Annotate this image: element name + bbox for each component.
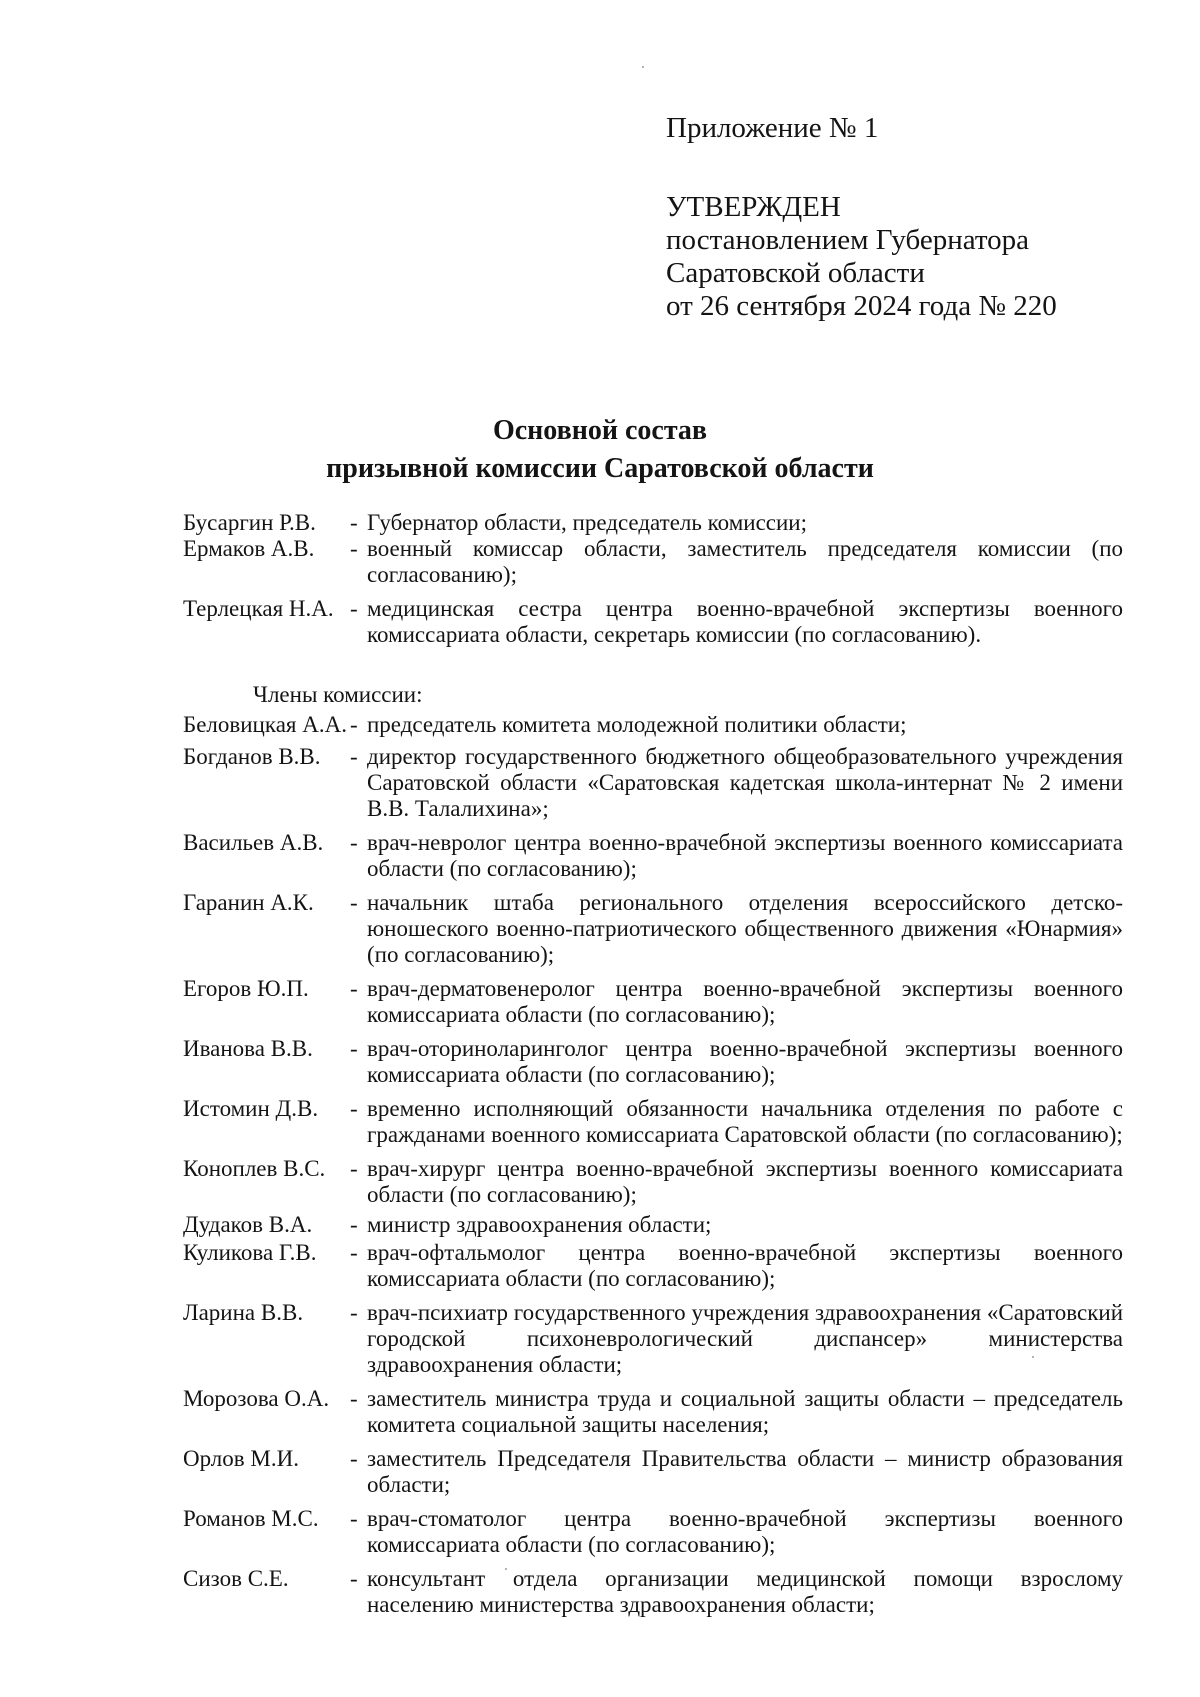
dash-separator: - <box>350 976 358 1001</box>
member-position: врач-хирург центра военно-врачебной экспертизы военного комиссариата области (по согласованию); <box>367 1156 1123 1207</box>
member-name: Коноплев В.С. <box>183 1156 326 1181</box>
member-row <box>183 536 1123 588</box>
dash-separator: - <box>350 1240 358 1265</box>
dash-separator: - <box>350 1096 358 1121</box>
member-position: врач-дерматовенеролог центра военно-врачебной экспертизы военного комиссариата области (по согласованию); <box>367 976 1123 1027</box>
members-section <box>183 712 1123 1618</box>
member-row <box>183 712 1123 738</box>
member-name: Морозова О.А. <box>183 1386 330 1411</box>
member-position: Губернатор области, председатель комиссии; <box>367 510 807 535</box>
approved-date-line: от 26 сентября 2024 года № 220 <box>666 290 1057 322</box>
member-row <box>183 1506 1123 1558</box>
member-row <box>183 1386 1123 1438</box>
dash-separator: - <box>350 1300 358 1325</box>
scan-speck <box>642 66 644 68</box>
member-row <box>183 976 1123 1028</box>
member-position: министр здравоохранения области; <box>367 1212 712 1237</box>
dash-separator: - <box>350 536 358 561</box>
member-name: Истомин Д.В. <box>183 1096 319 1121</box>
member-row <box>183 1096 1123 1148</box>
approval-block <box>666 112 1057 323</box>
approved-by-line: постановлением Губернатора <box>666 224 1030 256</box>
dash-separator: - <box>350 1156 358 1181</box>
member-name: Гаранин А.К. <box>183 890 314 915</box>
title-line-2: призывной комиссии Саратовской области <box>326 453 874 484</box>
member-row <box>183 1446 1123 1498</box>
dash-separator: - <box>350 712 358 737</box>
member-row <box>183 890 1123 968</box>
dash-separator: - <box>350 1566 358 1591</box>
member-position: директор государственного бюджетного общеобразовательного учреждения Саратовской области «Саратовская кадетская школа-интернат № 2 имени В.В. Талалихина»; <box>367 744 1123 821</box>
member-name: Беловицкая А.А. <box>183 712 347 737</box>
member-name: Дудаков В.А. <box>183 1212 313 1237</box>
member-position: врач-оториноларинголог центра военно-врачебной экспертизы военного комиссариата области (по согласованию); <box>367 1036 1123 1087</box>
member-name: Терлецкая Н.А. <box>183 596 334 621</box>
annex-number: Приложение № 1 <box>666 112 879 144</box>
member-position: заместитель министра труда и социальной защиты области – председатель комитета социальной защиты населения; <box>367 1386 1123 1437</box>
dash-separator: - <box>350 1506 358 1531</box>
member-name: Бусаргин Р.В. <box>183 510 316 535</box>
title-line-1: Основной состав <box>492 415 708 446</box>
members-label: Члены комиссии: <box>253 682 423 707</box>
member-name: Романов М.С. <box>183 1506 319 1531</box>
dash-separator: - <box>350 744 358 769</box>
member-row <box>183 1240 1123 1292</box>
member-row <box>183 596 1123 648</box>
member-name: Куликова Г.В. <box>183 1240 317 1265</box>
document-title <box>0 412 1200 488</box>
member-row <box>183 510 1123 536</box>
member-name: Орлов М.И. <box>183 1446 299 1471</box>
member-position: медицинская сестра центра военно-врачебной экспертизы военного комиссариата области, секретарь комиссии (по согласованию). <box>367 596 1123 647</box>
member-name: Васильев А.В. <box>183 830 324 855</box>
member-position: врач-невролог центра военно-врачебной экспертизы военного комиссариата области (по согласованию); <box>367 830 1123 881</box>
dash-separator: - <box>350 1036 358 1061</box>
member-row <box>183 1566 1123 1618</box>
member-position: военный комиссар области, заместитель председателя комиссии (по согласованию); <box>367 536 1123 587</box>
member-name: Ларина В.В. <box>183 1300 304 1325</box>
member-name: Егоров Ю.П. <box>183 976 309 1001</box>
member-row <box>183 1212 1123 1238</box>
member-name: Богданов В.В. <box>183 744 321 769</box>
dash-separator: - <box>350 1446 358 1471</box>
member-name: Иванова В.В. <box>183 1036 313 1061</box>
member-position: врач-стоматолог центра военно-врачебной экспертизы военного комиссариата области (по согласованию); <box>367 1506 1123 1557</box>
member-row <box>183 744 1123 822</box>
member-row <box>183 1156 1123 1208</box>
commission-list <box>183 510 1123 1618</box>
dash-separator: - <box>350 890 358 915</box>
member-row <box>183 1036 1123 1088</box>
member-name: Сизов С.Е. <box>183 1566 289 1591</box>
member-row <box>183 1300 1123 1378</box>
dash-separator: - <box>350 1212 358 1237</box>
member-row <box>183 830 1123 882</box>
approved-stamp-text: УТВЕРЖДЕН <box>666 191 841 223</box>
leadership-section <box>183 510 1123 648</box>
member-name: Ермаков А.В. <box>183 536 315 561</box>
member-position: врач-психиатр государственного учреждения здравоохранения «Саратовский городской психоневрологический диспансер» министерства здравоохранения области; <box>367 1300 1123 1377</box>
member-position: консультант отдела организации медицинской помощи взрослому населению министерства здравоохранения области; <box>367 1566 1123 1617</box>
dash-separator: - <box>350 830 358 855</box>
member-position: заместитель Председателя Правительства области – министр образования области; <box>367 1446 1123 1497</box>
approved-region-line: Саратовской области <box>666 257 925 289</box>
member-position: председатель комитета молодежной политики области; <box>367 712 907 737</box>
dash-separator: - <box>350 1386 358 1411</box>
dash-separator: - <box>350 596 358 621</box>
member-position: временно исполняющий обязанности начальника отделения по работе с гражданами военного комиссариата Саратовской области (по согласованию); <box>367 1096 1123 1147</box>
dash-separator: - <box>350 510 358 535</box>
member-position: начальник штаба регионального отделения всероссийского детско-юношеского военно-патриотического общественного движения «Юнармия» (по согласованию); <box>367 890 1123 967</box>
member-position: врач-офтальмолог центра военно-врачебной экспертизы военного комиссариата области (по согласованию); <box>367 1240 1123 1291</box>
